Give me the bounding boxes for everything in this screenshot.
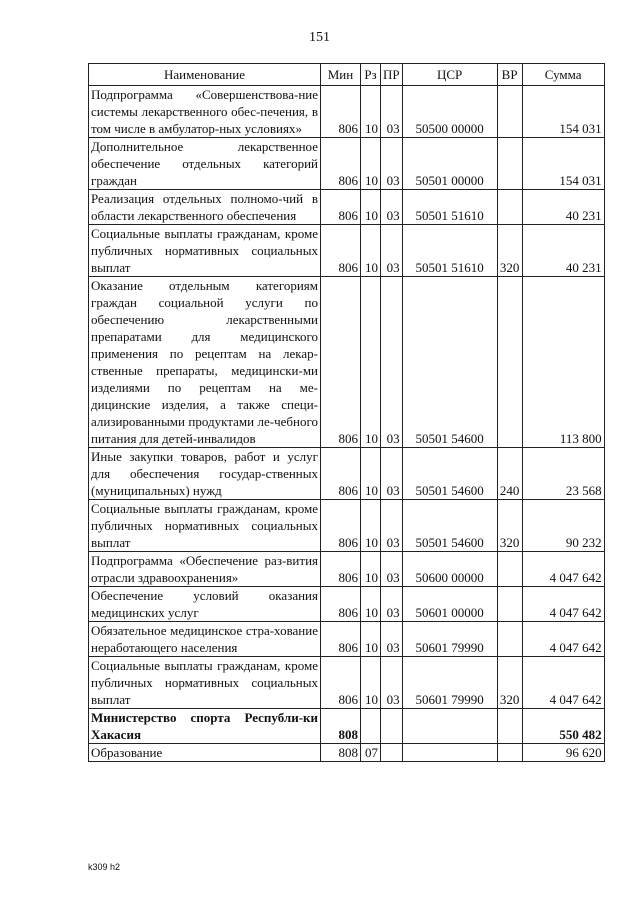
cell-min: 806 — [321, 657, 361, 709]
header-min: Мин — [321, 64, 361, 86]
cell-sum: 4 047 642 — [522, 552, 604, 587]
cell-pr: 03 — [381, 138, 403, 190]
cell-rz: 10 — [361, 277, 381, 448]
cell-min: 806 — [321, 552, 361, 587]
table-row — [89, 86, 605, 138]
cell-pr — [381, 744, 403, 762]
header-pr: ПР — [381, 64, 403, 86]
cell-vr — [497, 622, 522, 657]
cell-min: 806 — [321, 190, 361, 225]
table-row — [89, 587, 605, 622]
cell-csr: 50501 51610 — [402, 225, 497, 277]
cell-csr: 50501 00000 — [402, 138, 497, 190]
cell-name: Подпрограмма «Совершенствова-ние системы лекарственного обес-печения, в том числе в амбулатор-ных условиях» — [89, 86, 321, 138]
table-row — [89, 500, 605, 552]
cell-rz — [361, 709, 381, 744]
table-row — [89, 622, 605, 657]
cell-name: Образование — [89, 744, 321, 762]
cell-vr: 320 — [497, 500, 522, 552]
footer-code: k309 h2 — [88, 862, 121, 872]
cell-vr: 320 — [497, 225, 522, 277]
cell-min: 806 — [321, 587, 361, 622]
cell-vr — [497, 138, 522, 190]
table-row — [89, 138, 605, 190]
cell-sum: 154 031 — [522, 138, 604, 190]
cell-vr — [497, 709, 522, 744]
cell-pr: 03 — [381, 225, 403, 277]
table-row — [89, 744, 605, 762]
cell-rz: 10 — [361, 552, 381, 587]
cell-sum: 4 047 642 — [522, 587, 604, 622]
cell-vr — [497, 277, 522, 448]
table-row — [89, 552, 605, 587]
cell-rz: 10 — [361, 190, 381, 225]
cell-name: Обязательное медицинское стра-хование неработающего населения — [89, 622, 321, 657]
cell-csr: 50601 79990 — [402, 622, 497, 657]
cell-sum: 90 232 — [522, 500, 604, 552]
budget-table — [88, 63, 605, 762]
cell-sum: 113 800 — [522, 277, 604, 448]
cell-pr: 03 — [381, 552, 403, 587]
cell-vr: 240 — [497, 448, 522, 500]
cell-rz: 10 — [361, 448, 381, 500]
cell-min: 806 — [321, 448, 361, 500]
cell-name: Министерство спорта Республи-ки Хакасия — [89, 709, 321, 744]
cell-vr: 320 — [497, 657, 522, 709]
cell-min: 806 — [321, 622, 361, 657]
cell-vr — [497, 744, 522, 762]
cell-sum: 96 620 — [522, 744, 604, 762]
cell-sum: 40 231 — [522, 190, 604, 225]
cell-min: 808 — [321, 744, 361, 762]
cell-pr: 03 — [381, 190, 403, 225]
header-name: Наименование — [89, 64, 321, 86]
cell-csr: 50501 54600 — [402, 448, 497, 500]
header-vr: ВР — [497, 64, 522, 86]
cell-sum: 4 047 642 — [522, 657, 604, 709]
cell-pr: 03 — [381, 86, 403, 138]
cell-vr — [497, 552, 522, 587]
cell-rz: 10 — [361, 587, 381, 622]
header-csr: ЦСР — [402, 64, 497, 86]
table-row — [89, 225, 605, 277]
header-sum: Сумма — [522, 64, 604, 86]
cell-name: Реализация отдельных полномо-чий в области лекарственного обеспечения — [89, 190, 321, 225]
cell-min: 806 — [321, 500, 361, 552]
cell-csr: 50600 00000 — [402, 552, 497, 587]
cell-csr — [402, 709, 497, 744]
cell-vr — [497, 587, 522, 622]
cell-name: Социальные выплаты гражданам, кроме публичных нормативных социальных выплат — [89, 225, 321, 277]
cell-csr: 50501 51610 — [402, 190, 497, 225]
cell-name: Социальные выплаты гражданам, кроме публичных нормативных социальных выплат — [89, 657, 321, 709]
cell-rz: 10 — [361, 622, 381, 657]
cell-sum: 550 482 — [522, 709, 604, 744]
cell-pr: 03 — [381, 587, 403, 622]
table-row — [89, 709, 605, 744]
cell-min: 808 — [321, 709, 361, 744]
cell-csr — [402, 744, 497, 762]
cell-csr: 50601 00000 — [402, 587, 497, 622]
cell-min: 806 — [321, 138, 361, 190]
cell-csr: 50501 54600 — [402, 277, 497, 448]
cell-min: 806 — [321, 225, 361, 277]
cell-sum: 154 031 — [522, 86, 604, 138]
cell-pr: 03 — [381, 657, 403, 709]
table-row — [89, 448, 605, 500]
cell-rz: 07 — [361, 744, 381, 762]
cell-vr — [497, 86, 522, 138]
cell-name: Оказание отдельным категориям граждан социальной услуги по обеспечению лекарственными препаратами для медицинского применения по рецептам на лекар-ственные препараты, медицински-ми изделиями по рецептам на ме-дицинские изделия, а также специ-ализированными продуктами ле-чебного питания для детей-инвалидов — [89, 277, 321, 448]
table-row — [89, 190, 605, 225]
cell-csr: 50601 79990 — [402, 657, 497, 709]
cell-rz: 10 — [361, 138, 381, 190]
cell-sum: 4 047 642 — [522, 622, 604, 657]
table-row — [89, 277, 605, 448]
cell-rz: 10 — [361, 225, 381, 277]
header-rz: Рз — [361, 64, 381, 86]
cell-rz: 10 — [361, 500, 381, 552]
cell-csr: 50501 54600 — [402, 500, 497, 552]
cell-name: Иные закупки товаров, работ и услуг для обеспечения государ-ственных (муниципальных) нужд — [89, 448, 321, 500]
cell-sum: 40 231 — [522, 225, 604, 277]
cell-rz: 10 — [361, 657, 381, 709]
page-number: 151 — [309, 30, 330, 45]
table-row — [89, 657, 605, 709]
table-header-row — [89, 64, 605, 86]
cell-min: 806 — [321, 86, 361, 138]
cell-vr — [497, 190, 522, 225]
cell-name: Обеспечение условий оказания медицинских услуг — [89, 587, 321, 622]
cell-csr: 50500 00000 — [402, 86, 497, 138]
cell-rz: 10 — [361, 86, 381, 138]
cell-name: Дополнительное лекарственное обеспечение отдельных категорий граждан — [89, 138, 321, 190]
cell-name: Социальные выплаты гражданам, кроме публичных нормативных социальных выплат — [89, 500, 321, 552]
cell-pr — [381, 709, 403, 744]
cell-min: 806 — [321, 277, 361, 448]
cell-pr: 03 — [381, 622, 403, 657]
cell-pr: 03 — [381, 277, 403, 448]
cell-sum: 23 568 — [522, 448, 604, 500]
cell-pr: 03 — [381, 448, 403, 500]
cell-name: Подпрограмма «Обеспечение раз-вития отрасли здравоохранения» — [89, 552, 321, 587]
cell-pr: 03 — [381, 500, 403, 552]
